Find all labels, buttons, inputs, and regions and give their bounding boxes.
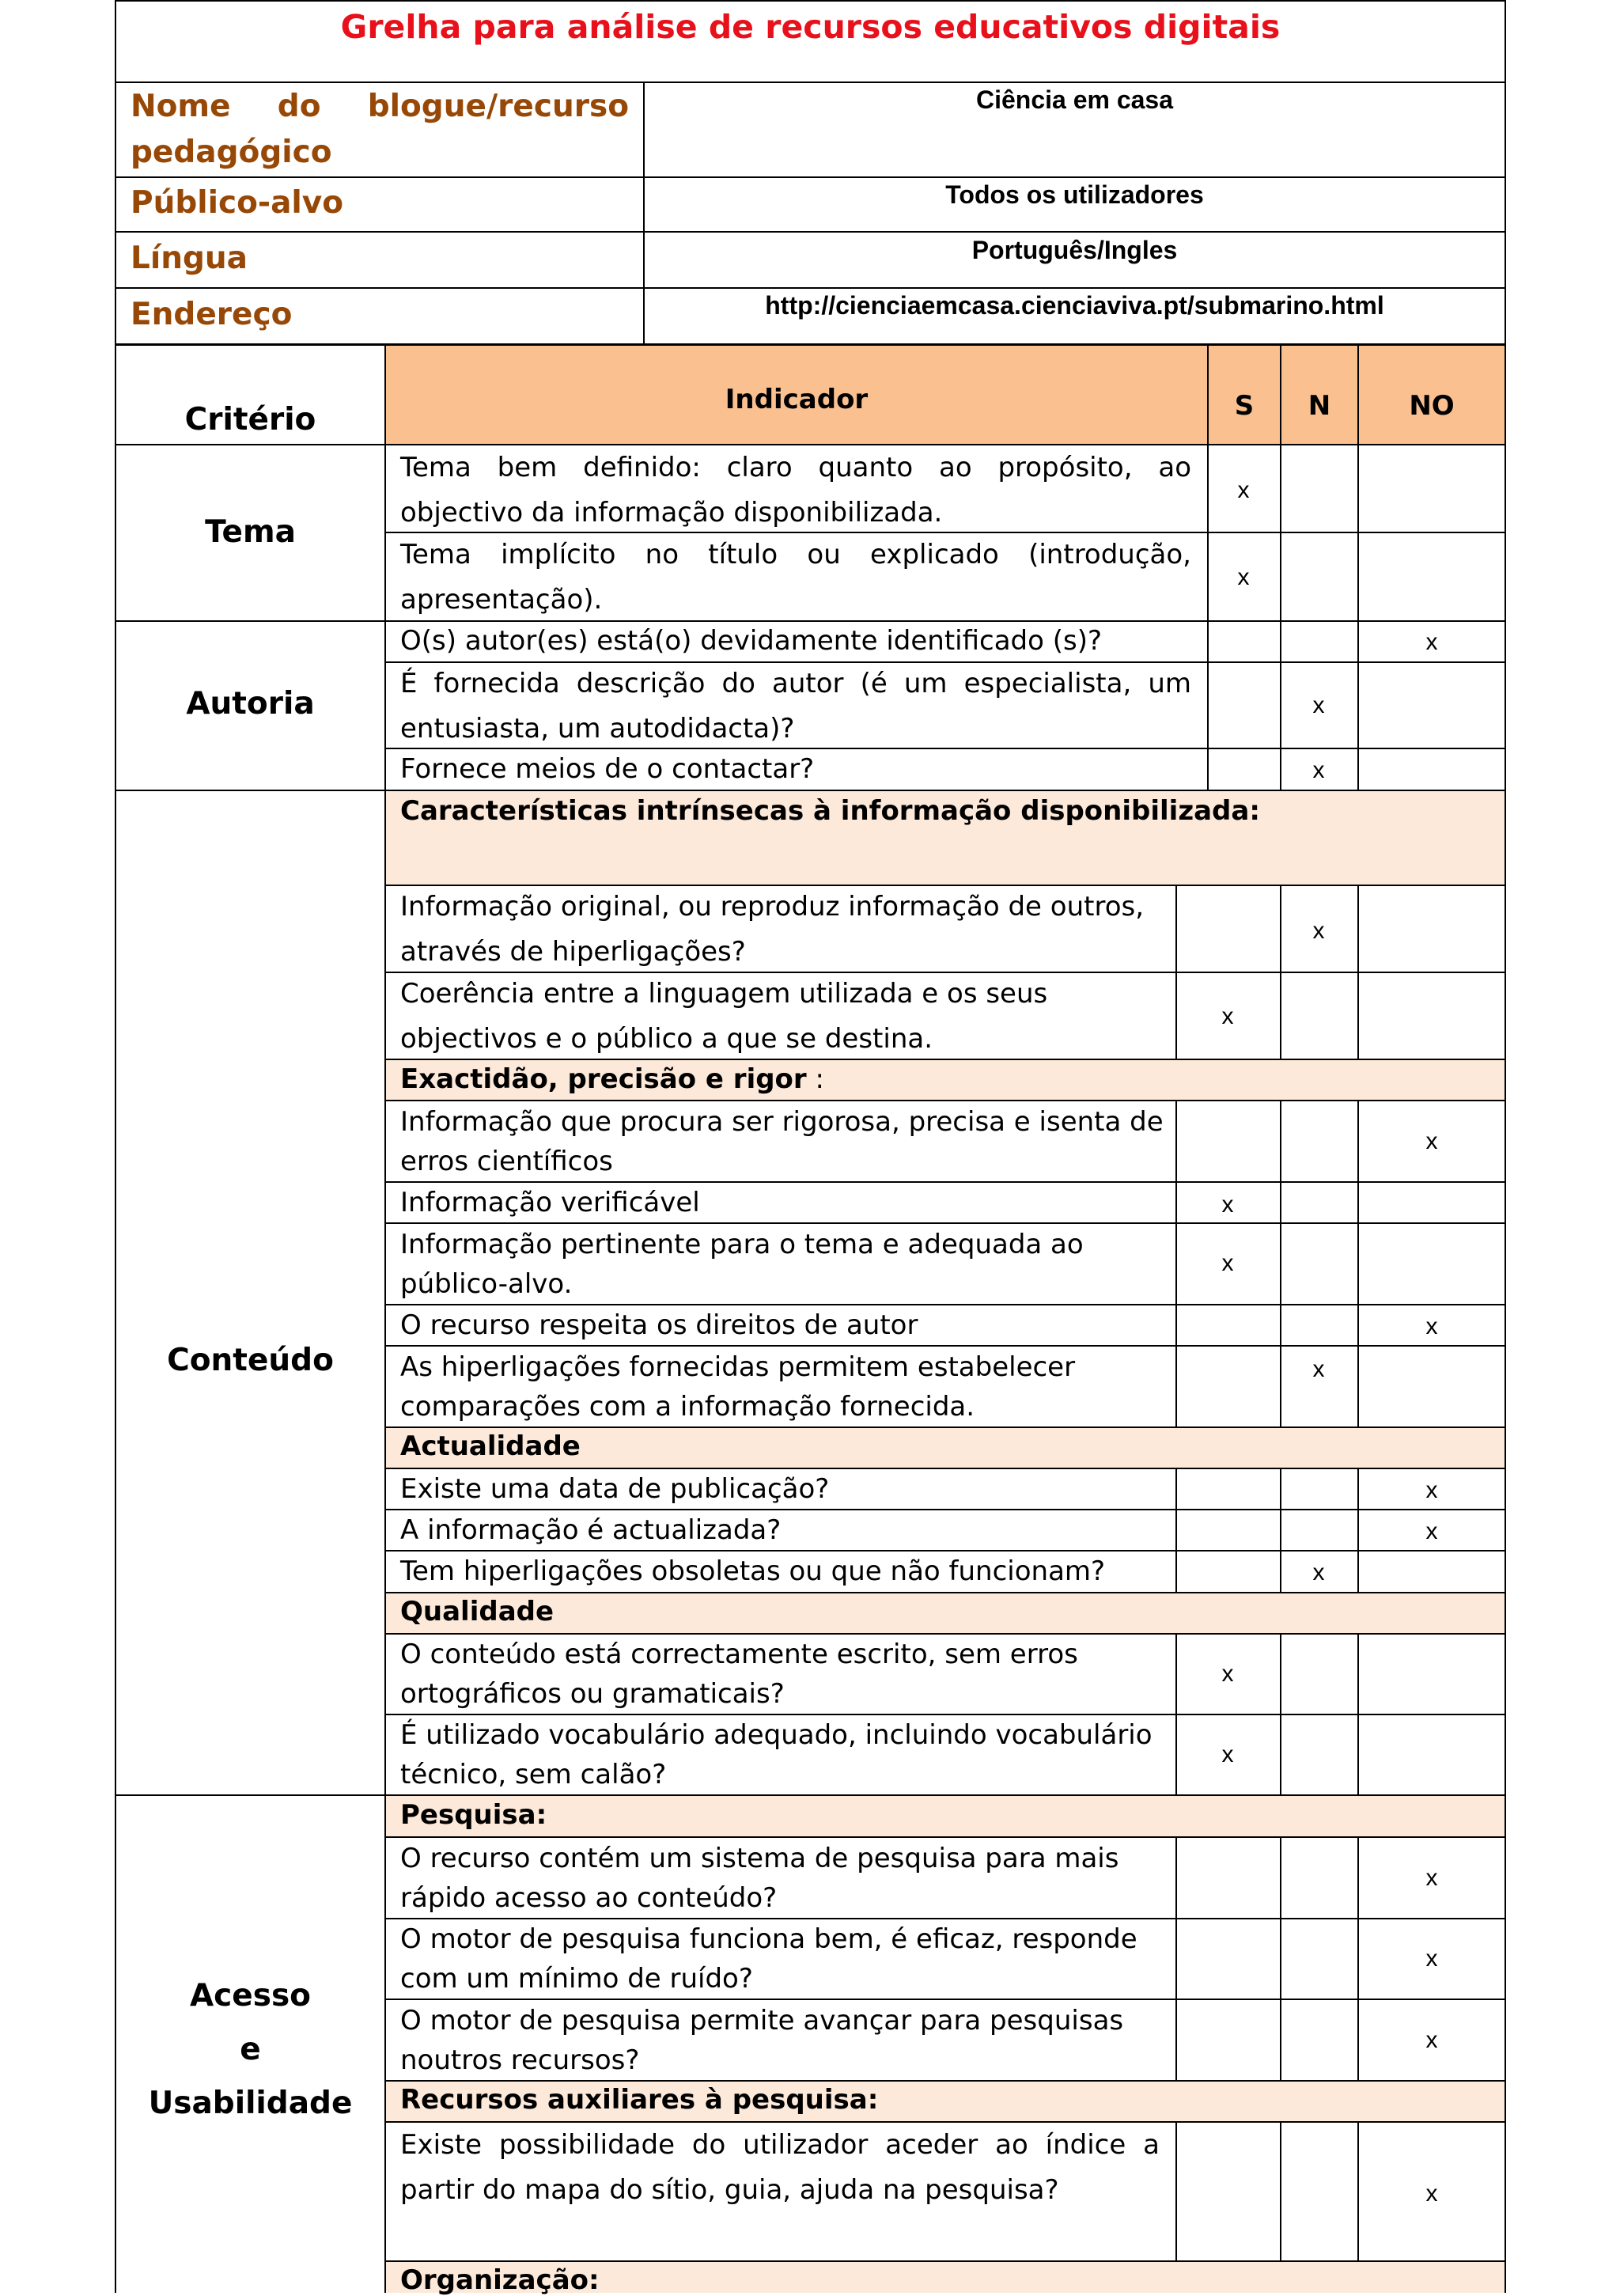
- indicator-text: entusiasta, um autodidacta)?: [400, 713, 795, 744]
- grid-line: [384, 344, 386, 2293]
- grid-line: [1175, 1633, 1177, 1795]
- indicator-text: Informação pertinente para o tema e adequada ao: [400, 1229, 1084, 1260]
- mark-s: x: [1237, 564, 1250, 590]
- mark-s: x: [1237, 477, 1250, 503]
- mark-no: x: [1425, 629, 1438, 655]
- grid-line: [1357, 1100, 1359, 1427]
- grid-line: [1280, 2121, 1281, 2261]
- indicator-text: Tema bem definido: claro quanto ao propósito, ao: [400, 452, 1191, 483]
- grid-line: [384, 1222, 1506, 1224]
- grid-line: [1175, 1468, 1177, 1593]
- indicator-text: Informação que procura ser rigorosa, precisa e isenta de: [400, 1106, 1164, 1138]
- section-caracteristicas: Características intrínsecas à informação disponibilizada:: [400, 795, 1260, 827]
- indicator-text: noutros recursos?: [400, 2044, 640, 2076]
- grid-line: [384, 1345, 1506, 1347]
- grid-line: [384, 2260, 1506, 2262]
- grid-line: [115, 1794, 1506, 1796]
- mark-s: x: [1221, 1003, 1234, 1029]
- section-actualidade: Actualidade: [400, 1430, 581, 1462]
- indicator-text: Informação verificável: [400, 1187, 700, 1218]
- mark-s: x: [1221, 1192, 1234, 1218]
- grid-line: [1357, 1633, 1359, 1795]
- grid-line: [1175, 1100, 1177, 1427]
- mark-s: x: [1221, 1661, 1234, 1687]
- s-header: S: [1234, 390, 1255, 422]
- indicator-text: técnico, sem calão?: [400, 1759, 667, 1790]
- grid-line: [115, 176, 1506, 178]
- indicator-text: comparações com a informação fornecida.: [400, 1391, 975, 1423]
- grid-line: [115, 0, 1506, 2]
- grid-line: [384, 1999, 1506, 2000]
- no-header: NO: [1409, 390, 1455, 422]
- grid-line: [384, 1426, 1506, 1428]
- page-title: Grelha para análise de recursos educativos digitais: [340, 8, 1281, 46]
- grid-line: [1357, 885, 1359, 1059]
- indicator-text: Tema implícito no título ou explicado (introdução,: [400, 539, 1191, 570]
- mark-no: x: [1425, 1865, 1438, 1891]
- indicator-text: É fornecida descrição do autor (é um especialista, um: [400, 668, 1191, 699]
- indicator-text: público-alvo.: [400, 1268, 573, 1300]
- section-recursos-auxiliares: Recursos auxiliares à pesquisa:: [400, 2084, 879, 2116]
- indicator-text: Fornece meios de o contactar?: [400, 753, 815, 785]
- indicator-text: O motor de pesquisa funciona bem, é eficaz, responde: [400, 1923, 1137, 1955]
- criterion-usabilidade: Usabilidade: [148, 2086, 353, 2121]
- indicator-text: O recurso respeita os direitos de autor: [400, 1309, 918, 1341]
- indicator-header: Indicador: [725, 384, 869, 415]
- section-pesquisa: Pesquisa:: [400, 1799, 547, 1831]
- language-label: Língua: [131, 241, 248, 276]
- indicator-text: O recurso contém um sistema de pesquisa para mais: [400, 1843, 1119, 1874]
- indicator-text: O(s) autor(es) está(o) devidamente identificado (s)?: [400, 625, 1103, 657]
- mark-n: x: [1312, 918, 1325, 944]
- section-qualidade: Qualidade: [400, 1596, 555, 1627]
- criterion-acesso-e: e: [240, 2032, 261, 2067]
- section-fill-pesq: [386, 1796, 1505, 1837]
- mark-no: x: [1425, 1128, 1438, 1154]
- mark-n: x: [1312, 757, 1325, 783]
- grid-line: [1280, 1836, 1281, 2081]
- criterion-tema: Tema: [205, 514, 296, 550]
- mark-no: x: [1425, 2027, 1438, 2053]
- section-organizacao: Organização:: [400, 2264, 600, 2296]
- indicator-text: Coerência entre a linguagem utilizada e os seus: [400, 978, 1048, 1010]
- indicator-text: Informação original, ou reproduz informação de outros,: [400, 891, 1145, 923]
- indicator-text: O conteúdo está correctamente escrito, sem erros: [400, 1639, 1078, 1670]
- grid-line: [115, 343, 1506, 346]
- grid-line: [1357, 2121, 1359, 2261]
- audience-label: Público-alvo: [131, 185, 344, 221]
- indicator-text: objectivo da informação disponibilizada.: [400, 497, 943, 529]
- indicator-text: rápido acesso ao conteúdo?: [400, 1882, 778, 1914]
- grid-line: [1280, 1468, 1281, 1593]
- indicator-text: Existe uma data de publicação?: [400, 1473, 830, 1505]
- grid-line: [1280, 1100, 1281, 1427]
- name-label: Nome do blogue/recurso: [131, 89, 629, 124]
- address-value[interactable]: http://cienciaemcasa.cienciaviva.pt/submarino.html: [765, 291, 1384, 320]
- name-value: Ciência em casa: [975, 85, 1174, 114]
- mark-s: x: [1221, 1741, 1234, 1767]
- indicator-text: ortográficos ou gramaticais?: [400, 1678, 785, 1710]
- grid-line: [115, 790, 1506, 791]
- mark-no: x: [1425, 1946, 1438, 1972]
- grid-line: [384, 1100, 1506, 1101]
- indicator-text: apresentação).: [400, 584, 603, 616]
- grid-line: [384, 1836, 1506, 1838]
- address-label: Endereço: [131, 297, 293, 332]
- mark-no: x: [1425, 2180, 1438, 2207]
- indicator-text: objectivos e o público a que se destina.: [400, 1023, 933, 1055]
- name-label-cont: pedagógico: [131, 135, 332, 170]
- criterion-header: Critério: [184, 402, 316, 438]
- mark-s: x: [1221, 1250, 1234, 1276]
- grid-line: [115, 231, 1506, 233]
- indicator-text: através de hiperligações?: [400, 936, 746, 968]
- indicator-text: As hiperligações fornecidas permitem estabelecer: [400, 1351, 1076, 1383]
- grid-line: [1357, 1836, 1359, 2081]
- grid-line: [384, 2080, 1506, 2082]
- grid-line: [1357, 1468, 1359, 1593]
- indicator-text: A informação é actualizada?: [400, 1514, 782, 1546]
- indicator-text: É utilizado vocabulário adequado, incluindo vocabulário: [400, 1719, 1153, 1751]
- indicator-text: O motor de pesquisa permite avançar para pesquisas: [400, 2005, 1124, 2036]
- criterion-conteudo: Conteúdo: [167, 1343, 334, 1378]
- indicator-text: Tem hiperligações obsoletas ou que não funcionam?: [400, 1555, 1106, 1587]
- grid-line: [1175, 2121, 1177, 2261]
- grid-line: [1175, 885, 1177, 1059]
- grid-line: [1175, 1836, 1177, 2081]
- section-fill-qual: [386, 1593, 1505, 1634]
- mark-no: x: [1425, 1518, 1438, 1544]
- section-exactidao-colon: :: [806, 1063, 824, 1095]
- n-header: N: [1308, 390, 1331, 422]
- indicator-text: erros científicos: [400, 1146, 613, 1177]
- indicator-text: Existe possibilidade do utilizador aceder ao índice a: [400, 2129, 1160, 2161]
- indicator-text: com um mínimo de ruído?: [400, 1963, 753, 1995]
- grid-line: [384, 1592, 1506, 1593]
- mark-no: x: [1425, 1313, 1438, 1339]
- section-exactidao: [400, 1063, 824, 1095]
- language-value: Português/Ingles: [971, 236, 1178, 264]
- indicator-text: partir do mapa do sítio, guia, ajuda na pesquisa?: [400, 2174, 1059, 2206]
- section-exactidao-label: Exactidão, precisão e rigor: [400, 1063, 807, 1095]
- grid-line: [1280, 885, 1281, 1059]
- criterion-autoria: Autoria: [186, 686, 315, 722]
- mark-n: x: [1312, 692, 1325, 718]
- mark-n: x: [1312, 1559, 1325, 1586]
- audience-value: Todos os utilizadores: [945, 180, 1204, 209]
- mark-n: x: [1312, 1356, 1325, 1382]
- criterion-acesso: Acesso: [190, 1978, 311, 2014]
- grid-line: [115, 287, 1506, 289]
- mark-no: x: [1425, 1477, 1438, 1503]
- grid-line: [1280, 1633, 1281, 1795]
